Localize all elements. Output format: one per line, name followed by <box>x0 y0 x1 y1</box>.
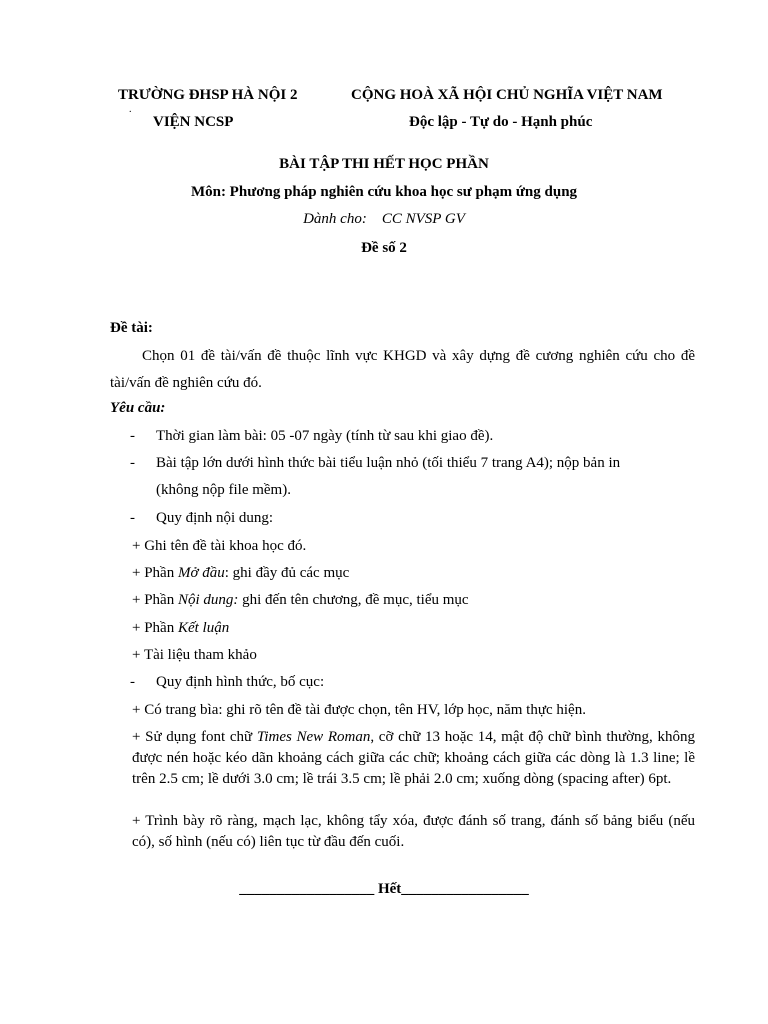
format-font-name: Times New Roman <box>256 729 371 745</box>
requirement-item-format-cont: (không nộp file mềm). <box>156 482 291 498</box>
requirements-heading: Yêu cầu: <box>110 400 166 416</box>
requirement-text: Thời gian làm bài: 05 -07 ngày (tính từ sau khi giao đề). <box>156 428 494 444</box>
national-title: CỘNG HOÀ XÃ HỘI CHỦ NGHĨA VIỆT NAM <box>351 87 663 103</box>
exam-number: Đề số 2 <box>361 240 407 256</box>
end-line-left: __________________ <box>239 881 375 897</box>
school-name: TRƯỜNG ĐHSP HÀ NỘI 2 <box>118 87 298 103</box>
content-emphasis: Kết luận <box>177 620 230 636</box>
topic-heading: Đề tài: <box>110 320 153 336</box>
end-line-right: _________________ <box>401 881 529 897</box>
content-prefix: + Phần <box>132 592 178 608</box>
format-item-presentation: + Trình bày rõ ràng, mạch lạc, không tẩy xóa, được đánh số trang, đánh số bảng biểu (nếu có), số hình (nếu có) liên tục từ đầu đến cuối. <box>132 813 695 850</box>
content-suffix: ghi đến tên chương, đề mục, tiểu mục <box>238 592 469 608</box>
requirement-text: Quy định hình thức, bố cục: <box>156 674 325 690</box>
content-prefix: + Phần <box>132 565 178 581</box>
header-dot: . <box>129 104 132 115</box>
format-suffix: , cỡ chữ 13 hoặc 14, mật độ chữ bình thường, không được nén hoặc kéo dãn khoảng cách giữa các chữ; khoảng cách giữa các dòng là 1.3 line; lề trên 2.5 cm; lề dưới 3.0 cm; lề trái 3.5 cm; lề phải 2.0 cm; xuống dòng (spacing after) 6pt. <box>132 729 695 787</box>
audience-label: Dành cho: <box>303 211 367 227</box>
requirement-item-content <box>130 510 273 527</box>
dash-bullet: - <box>130 455 135 471</box>
content-suffix: : ghi đầy đủ các mục <box>224 565 350 581</box>
format-prefix: + Sử dụng font chữ <box>132 729 257 745</box>
audience-line <box>0 211 768 228</box>
requirement-item-layout <box>130 674 324 691</box>
format-item-cover: + Có trang bìa: ghi rõ tên đề tài được chọn, tên HV, lớp học, năm thực hiện. <box>132 702 586 718</box>
topic-text: Chọn 01 đề tài/vấn đề thuộc lĩnh vực KHGD và xây dựng đề cương nghiên cứu cho đề tài/vấn đề nghiên cứu đó. <box>110 348 695 391</box>
content-item-body <box>132 592 469 609</box>
institute-name: VIỆN NCSP <box>153 114 234 130</box>
content-prefix: + Phần <box>132 620 178 636</box>
content-item-title: + Ghi tên đề tài khoa học đó. <box>132 538 307 554</box>
end-marker <box>0 881 768 898</box>
content-item-intro <box>132 565 349 582</box>
requirement-item-time <box>130 428 493 445</box>
content-item-references: + Tài liệu tham khảo <box>132 647 257 663</box>
content-emphasis: Mở đầu <box>177 565 225 581</box>
audience-value: CC NVSP GV <box>381 211 465 227</box>
subject-line: Môn: Phương pháp nghiên cứu khoa học sư phạm ứng dụng <box>190 184 578 200</box>
topic-body <box>110 343 695 397</box>
end-label: Hết <box>377 881 402 897</box>
format-item-font <box>132 727 695 790</box>
dash-bullet: - <box>130 428 135 444</box>
content-item-conclusion <box>132 620 229 637</box>
requirement-text: Bài tập lớn dưới hình thức bài tiểu luận nhỏ (tối thiểu 7 trang A4); nộp bản in <box>156 455 621 471</box>
requirement-text: Quy định nội dung: <box>156 510 274 526</box>
requirement-item-format <box>130 455 620 472</box>
exam-title: BÀI TẬP THI HẾT HỌC PHẦN <box>279 156 489 172</box>
dash-bullet: - <box>130 674 135 690</box>
national-motto: Độc lập - Tự do - Hạnh phúc <box>409 114 593 130</box>
content-emphasis: Nội dung: <box>177 592 239 608</box>
dash-bullet: - <box>130 510 135 526</box>
